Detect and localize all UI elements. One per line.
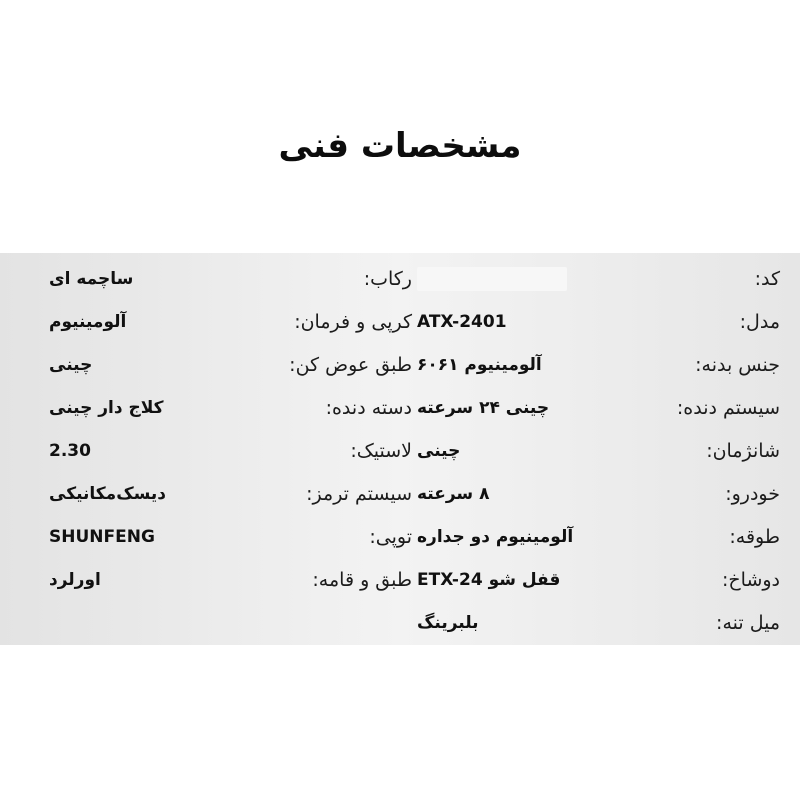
page-title: مشخصات فنی [278, 126, 522, 166]
spec-label: طوقه: [729, 525, 780, 548]
spec-label: شانژمان: [706, 439, 780, 462]
spec-label: دوشاخ: [721, 568, 780, 591]
spec-value: قفل شو ETX-24 [417, 569, 561, 590]
spec-label: سیستم دنده: [676, 396, 780, 419]
spec-value: بلبرینگ [417, 612, 479, 633]
spec-value: کلاج دار چینی [49, 397, 164, 418]
spec-row-chainring-crank [49, 558, 412, 601]
spec-row-brake-system [49, 472, 412, 515]
spec-label: طبق و قامه: [312, 568, 412, 591]
spec-value: ۸ سرعته [417, 483, 490, 504]
spec-row-rims [417, 515, 780, 558]
spec-label: کرپی و فرمان: [294, 310, 412, 333]
spec-row-model [417, 300, 780, 343]
spec-value: ساچمه ای [49, 268, 134, 289]
spec-row-shifter [49, 386, 412, 429]
spec-row-bottom-bracket [417, 601, 780, 644]
spec-label: سیستم ترمز: [306, 482, 412, 505]
spec-value: آلومینیوم ۶۰۶۱ [417, 354, 542, 375]
spec-row-pedals [49, 257, 412, 300]
spec-row-fork [417, 558, 780, 601]
spec-row-freewheel [417, 472, 780, 515]
specs-panel [0, 253, 800, 645]
specs-column-left [49, 257, 412, 601]
spec-row-code [417, 257, 780, 300]
spec-row-frame-material [417, 343, 780, 386]
spec-label: جنس بدنه: [695, 353, 780, 376]
spec-row-stem-handlebar [49, 300, 412, 343]
spec-label: لاستیک: [350, 439, 412, 462]
spec-value: SHUNFENG [49, 526, 155, 547]
spec-value: آلومینیوم [49, 311, 127, 332]
spec-value: 2.30 [49, 440, 91, 461]
spec-label: رکاب: [363, 267, 412, 290]
spec-label: مدل: [739, 310, 780, 333]
spec-value: دیسک‌مکانیکی [49, 483, 167, 504]
spec-row-front-derailleur [49, 343, 412, 386]
spec-label: خودرو: [725, 482, 780, 505]
spec-value-empty-box [417, 267, 567, 291]
spec-label: توپی: [369, 525, 412, 548]
spec-value: ATX-2401 [417, 311, 507, 332]
spec-row-gear-system [417, 386, 780, 429]
spec-row-derailleur [417, 429, 780, 472]
spec-label: طبق عوض کن: [289, 353, 412, 376]
spec-label: کد: [754, 267, 780, 290]
spec-label: میل تنه: [716, 611, 780, 634]
spec-value: اورلرد [49, 569, 101, 590]
spec-row-hub [49, 515, 412, 558]
spec-row-tire [49, 429, 412, 472]
spec-value: چینی [49, 354, 93, 375]
spec-label: دسته دنده: [325, 396, 412, 419]
specs-column-right [417, 257, 780, 644]
spec-value: چینی ۲۴ سرعته [417, 397, 550, 418]
spec-value: چینی [417, 440, 461, 461]
spec-value: آلومینیوم دو جداره [417, 526, 574, 547]
